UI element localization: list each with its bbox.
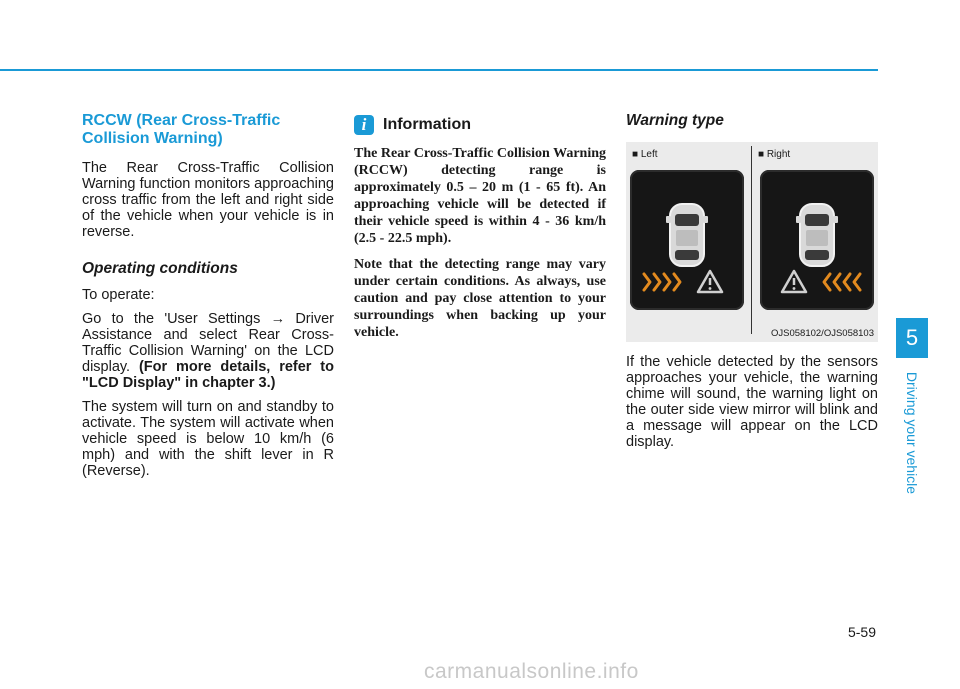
top-rule (0, 69, 878, 71)
watermark: carmanualsonline.info (424, 660, 639, 683)
info-paragraph-1: The Rear Cross-Traffic Collision Warning (RCCW) detecting range is approximately 0.5 – 20 m (1 - 65 ft). An approaching vehicle will be detected if their vehicle speed is within 4 - 36 km/h (2.5 - 22.5 mph). (354, 146, 606, 246)
info-title: Information (383, 116, 471, 133)
figure-divider (751, 146, 752, 334)
right-warning-graphic (760, 170, 874, 310)
page-number: 5-59 (847, 624, 876, 640)
info-paragraph-2: Note that the detecting range may vary under certain conditions. As always, use caution and pay close attention to your surroundings when backing up your vehicle. (354, 257, 606, 340)
right-label: ■ Right (758, 149, 791, 160)
operating-p3: The system will turn on and standby to activate. The system will activate when vehicle speed is below 10 km/h (6 mph) and with the shift lever in R (Reverse). (82, 399, 334, 479)
information-icon: i (354, 115, 374, 135)
car-top-view-icon (666, 204, 708, 266)
section-title: RCCW (Rear Cross-Traffic Collision Warning) (82, 112, 281, 147)
info-header (354, 115, 606, 135)
chapter-tab-label: Driving your vehicle (904, 371, 920, 495)
operating-p2-text: Go to the 'User Settings → Driver Assistance and select Rear Cross-Traffic Collision Warning' on the LCD display. (82, 311, 334, 375)
operating-p2 (82, 311, 334, 391)
warning-body: If the vehicle detected by the sensors approaches your vehicle, the warning chime will sound, the warning light on the outer side view mirror will blink and a message will appear on the LCD display. (626, 354, 878, 450)
operating-heading: Operating conditions (82, 260, 238, 277)
approach-chevrons-icon (824, 274, 860, 290)
warning-figure (626, 142, 878, 342)
column-right (626, 108, 878, 458)
left-warning-display (630, 170, 744, 310)
right-warning-display (760, 170, 874, 310)
left-warning-graphic (630, 170, 744, 310)
left-label: ■ Left (632, 149, 658, 160)
car-top-view-icon (796, 204, 838, 266)
warning-triangle-icon (698, 271, 722, 292)
column-middle (354, 108, 606, 350)
approach-chevrons-icon (644, 274, 680, 290)
intro-paragraph: The Rear Cross-Traffic Collision Warning function monitors approaching cross traffic from the left and right side of the vehicle when your vehicle is in reverse. (82, 160, 334, 240)
chapter-tab: 5 (896, 318, 928, 358)
warning-triangle-icon (782, 271, 806, 292)
operating-p2-ref: (For more details, refer to "LCD Display" in chapter 3.) (82, 359, 334, 391)
operating-p1: To operate: (82, 287, 155, 303)
figure-code: OJS058102/OJS058103 (771, 328, 874, 339)
warning-type-heading: Warning type (626, 112, 724, 129)
column-left (82, 108, 334, 487)
